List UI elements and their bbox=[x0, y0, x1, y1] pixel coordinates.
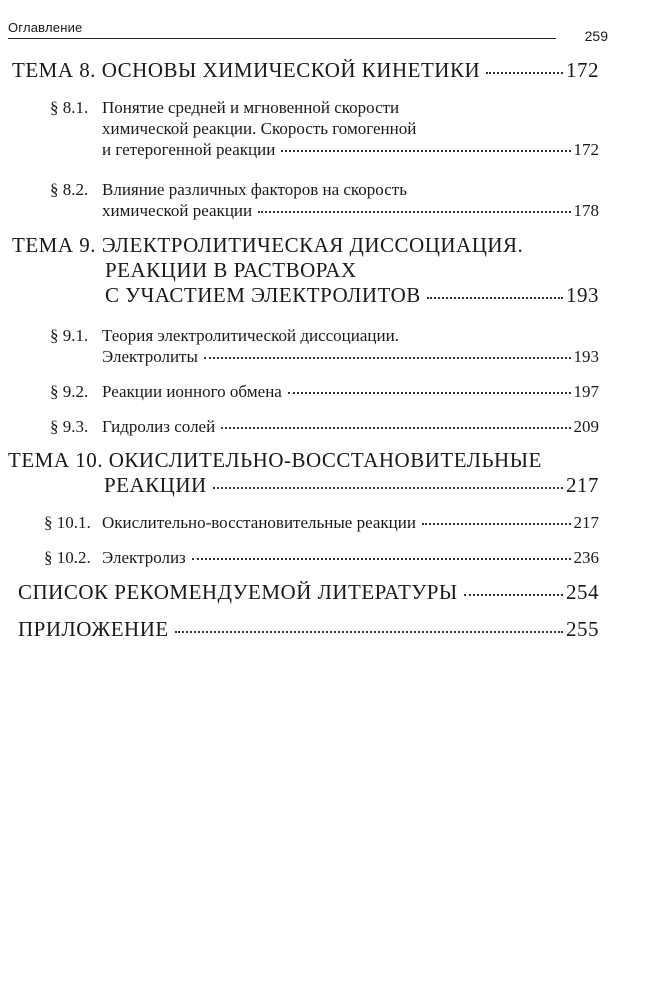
toc-topic-8-title: ТЕМА 8. ОСНОВЫ ХИМИЧЕСКОЙ КИНЕТИКИ bbox=[12, 58, 481, 82]
leader-dots bbox=[281, 150, 570, 152]
toc-page-number: 236 bbox=[573, 548, 599, 567]
toc-page-number: 217 bbox=[573, 513, 599, 532]
toc-section-title-line: и гетерогенной реакции bbox=[102, 140, 276, 159]
toc-page-number: 197 bbox=[573, 382, 599, 401]
toc-section-label: § 9.2. bbox=[50, 382, 89, 401]
toc-topic-title-line: РЕАКЦИИ bbox=[104, 473, 207, 497]
toc-section-title-line: Электролиты bbox=[102, 347, 198, 366]
toc-topic-8[interactable] bbox=[12, 58, 599, 83]
toc-section-title-line: Реакции ионного обмена bbox=[102, 382, 282, 401]
toc-appendix-title: ПРИЛОЖЕНИЕ bbox=[18, 617, 169, 641]
leader-dots bbox=[175, 631, 563, 633]
leader-dots bbox=[258, 211, 570, 213]
leader-dots bbox=[221, 427, 570, 429]
toc-section-label: § 8.1. bbox=[50, 98, 89, 117]
leader-dots bbox=[204, 357, 571, 359]
leader-dots bbox=[192, 558, 571, 560]
leader-dots bbox=[213, 487, 563, 489]
toc-page-number: 254 bbox=[566, 580, 599, 604]
toc-section-title-line: Электролиз bbox=[102, 548, 186, 567]
leader-dots bbox=[427, 297, 563, 299]
page-number: 259 bbox=[584, 28, 608, 44]
toc-topic-title-line: С УЧАСТИЕМ ЭЛЕКТРОЛИТОВ bbox=[105, 283, 421, 307]
toc-section-label: § 10.1. bbox=[44, 513, 91, 532]
toc-appendix[interactable] bbox=[18, 617, 599, 642]
toc-section-label: § 8.2. bbox=[50, 180, 89, 199]
toc-section-10-2[interactable] bbox=[44, 547, 599, 568]
toc-section-label: § 10.2. bbox=[44, 548, 91, 567]
header-section-title: Оглавление bbox=[8, 20, 83, 35]
toc-section-label: § 9.3. bbox=[50, 417, 89, 436]
toc-topic-10[interactable] bbox=[8, 448, 599, 498]
toc-section-title-line: Теория электролитической диссоциации. bbox=[102, 326, 399, 345]
toc-page-number: 193 bbox=[566, 283, 599, 307]
toc-section-label: § 9.1. bbox=[50, 326, 89, 345]
toc-topic-title-line: РЕАКЦИИ В РАСТВОРАХ bbox=[105, 258, 357, 282]
toc-section-9-2[interactable] bbox=[50, 381, 599, 402]
toc-section-title-line: Гидролиз солей bbox=[102, 417, 216, 436]
toc-page-number: 172 bbox=[573, 140, 599, 159]
toc-page-number: 172 bbox=[566, 58, 599, 82]
toc-section-9-1[interactable] bbox=[50, 325, 599, 367]
toc-section-title-line: химической реакции. Скорость гомогенной bbox=[102, 119, 417, 138]
leader-dots bbox=[486, 72, 563, 74]
toc-literature-title: СПИСОК РЕКОМЕНДУЕМОЙ ЛИТЕРАТУРЫ bbox=[18, 580, 458, 604]
toc-section-title-line: Понятие средней и мгновенной скорости bbox=[102, 98, 400, 117]
toc-section-8-2[interactable] bbox=[50, 179, 599, 221]
toc-section-9-3[interactable] bbox=[50, 416, 599, 437]
toc-page-number: 193 bbox=[573, 347, 599, 366]
toc-page-number: 217 bbox=[566, 473, 599, 497]
toc-topic-title-line: ТЕМА 10. ОКИСЛИТЕЛЬНО-ВОССТАНОВИТЕЛЬНЫЕ bbox=[8, 448, 542, 472]
toc-topic-9[interactable] bbox=[12, 233, 599, 308]
toc-page-number: 178 bbox=[573, 201, 599, 220]
leader-dots bbox=[464, 594, 563, 596]
toc-section-title-line: химической реакции bbox=[102, 201, 253, 220]
toc-topic-title-line: ТЕМА 9. ЭЛЕКТРОЛИТИЧЕСКАЯ ДИССОЦИАЦИЯ. bbox=[12, 233, 524, 257]
toc-section-title-line: Влияние различных факторов на скорость bbox=[102, 180, 407, 199]
running-header bbox=[8, 18, 608, 44]
toc-section-10-1[interactable] bbox=[44, 512, 599, 533]
header-rule bbox=[8, 38, 556, 39]
leader-dots bbox=[288, 392, 571, 394]
toc-literature[interactable] bbox=[18, 580, 599, 605]
leader-dots bbox=[422, 523, 571, 525]
toc-page-number: 209 bbox=[573, 417, 599, 436]
toc-section-title-line: Окислительно-восстановительные реакции bbox=[102, 513, 416, 532]
toc-page-number: 255 bbox=[566, 617, 599, 641]
toc-section-8-1[interactable] bbox=[50, 97, 599, 160]
